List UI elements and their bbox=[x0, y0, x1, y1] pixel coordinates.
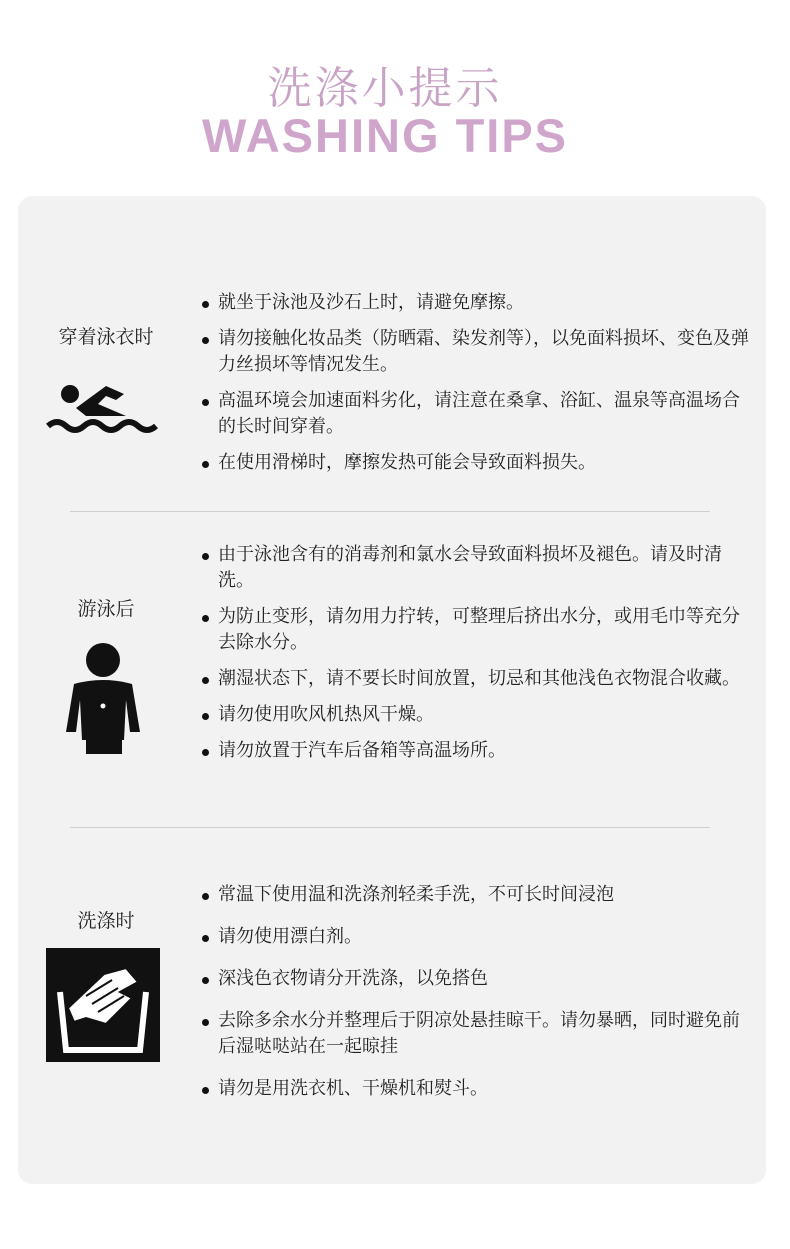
list-item: 就坐于泳池及沙石上时，请避免摩擦。 bbox=[202, 290, 752, 316]
person-icon bbox=[64, 640, 144, 762]
list-item: 请勿放置于汽车后备箱等高温场所。 bbox=[202, 738, 752, 764]
list-item: 高温环境会加速面料劣化，请注意在桑拿、浴缸、温泉等高温场合的长时间穿着。 bbox=[202, 388, 752, 440]
tips-card bbox=[18, 196, 766, 1184]
hand-wash-icon bbox=[46, 948, 160, 1066]
page-title-en: WASHING TIPS bbox=[201, 109, 569, 162]
list-item: 由于泳池含有的消毒剂和氯水会导致面料损坏及褪色。请及时清洗。 bbox=[202, 542, 752, 594]
list-item: 深浅色衣物请分开洗涤，以免搭色 bbox=[202, 966, 752, 992]
list-item: 为防止变形，请勿用力拧转，可整理后挤出水分，或用毛巾等充分去除水分。 bbox=[202, 604, 752, 656]
list-item: 常温下使用温和洗涤剂轻柔手洗，不可长时间浸泡 bbox=[202, 882, 752, 908]
section-label: 游泳后 bbox=[77, 598, 135, 620]
list-item: 去除多余水分并整理后于阴凉处悬挂晾干。请勿暴晒，同时避免前后湿哒哒站在一起晾挂 bbox=[202, 1008, 752, 1060]
swimmer-icon bbox=[46, 374, 162, 444]
tips-list bbox=[202, 542, 752, 764]
section-label: 穿着泳衣时 bbox=[58, 326, 154, 348]
tips-list bbox=[202, 882, 752, 1102]
section-label: 洗涤时 bbox=[77, 910, 135, 932]
list-item: 在使用滑梯时，摩擦发热可能会导致面料损失。 bbox=[202, 450, 752, 476]
list-item: 请勿是用洗衣机、干燥机和熨斗。 bbox=[202, 1076, 752, 1102]
list-item: 请勿接触化妆品类（防晒霜、染发剂等），以免面料损坏、变色及弹力丝损坏等情况发生。 bbox=[202, 326, 752, 378]
list-item: 潮湿状态下，请不要长时间放置，切忌和其他浅色衣物混合收藏。 bbox=[202, 666, 752, 692]
header bbox=[0, 0, 790, 180]
page-title-cn: 洗涤小提示 bbox=[267, 63, 503, 114]
tips-list bbox=[202, 290, 752, 476]
divider bbox=[70, 511, 710, 512]
list-item: 请勿使用吹风机热风干燥。 bbox=[202, 702, 752, 728]
divider bbox=[70, 827, 710, 828]
list-item: 请勿使用漂白剂。 bbox=[202, 924, 752, 950]
